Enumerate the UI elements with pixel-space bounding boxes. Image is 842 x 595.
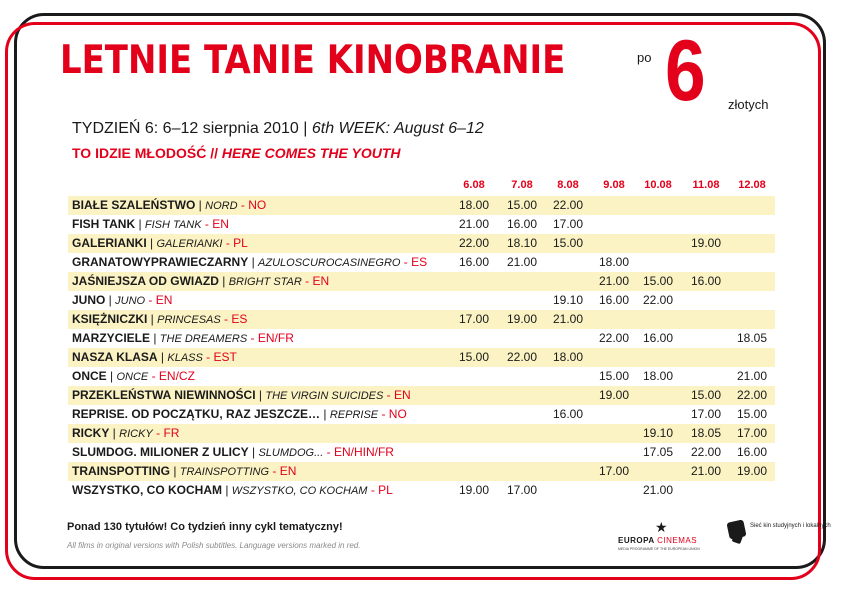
showtime-cell: 19.10 bbox=[552, 293, 584, 307]
date-header: 7.08 bbox=[511, 179, 533, 191]
showtime-cell: 21.00 bbox=[552, 312, 584, 326]
showtime-cell: 22.00 bbox=[552, 198, 584, 212]
showtime-cell: 21.00 bbox=[598, 274, 630, 288]
showtime-cell: 18.00 bbox=[598, 255, 630, 269]
film-title: KSIĘŻNICZKI bbox=[72, 312, 148, 326]
week-en: 6th WEEK: August 6–12 bbox=[311, 120, 484, 137]
film-name: NASZA KLASA | KLASS - EST bbox=[72, 350, 237, 364]
showtime-cell: 18.05 bbox=[736, 331, 768, 345]
showtime-cell: 19.00 bbox=[458, 483, 490, 497]
showtime-cell: 18.10 bbox=[506, 236, 538, 250]
film-original-title: KLASS bbox=[167, 352, 203, 364]
film-original-title: REPRISE bbox=[329, 409, 379, 421]
showtime-cell: 21.00 bbox=[736, 369, 768, 383]
showtime-cell: 19.00 bbox=[598, 388, 630, 402]
table-row bbox=[68, 310, 775, 329]
cycle-pl: TO IDZIE MŁODOŚĆ // bbox=[72, 145, 222, 161]
table-row bbox=[68, 291, 775, 310]
film-original-title: THE VIRGIN SUICIDES bbox=[265, 390, 384, 402]
showtime-cell: 18.00 bbox=[458, 198, 490, 212]
film-title: PRZEKLEŃSTWA NIEWINNOŚCI bbox=[72, 388, 256, 402]
showtime-cell: 19.00 bbox=[506, 312, 538, 326]
date-header: 12.08 bbox=[738, 179, 766, 191]
showtime-cell: 15.00 bbox=[552, 236, 584, 250]
poster-title: LETNIE TANIE KINOBRANIE bbox=[60, 38, 566, 83]
table-row bbox=[68, 481, 775, 500]
showtime-cell: 22.00 bbox=[690, 445, 722, 459]
table-row bbox=[68, 386, 775, 405]
showtime-cell: 21.00 bbox=[458, 217, 490, 231]
showtime-cell: 21.00 bbox=[506, 255, 538, 269]
showtime-cell: 17.00 bbox=[690, 407, 722, 421]
film-name: FISH TANK | FISH TANK - EN bbox=[72, 217, 229, 231]
film-title: SLUMDOG. MILIONER Z ULICY bbox=[72, 445, 249, 459]
showtime-cell: 19.00 bbox=[690, 236, 722, 250]
film-name: KSIĘŻNICZKI | PRINCESAS - ES bbox=[72, 312, 248, 326]
film-original-title: WSZYSTKO, CO KOCHAM bbox=[231, 485, 368, 497]
film-language: EN/FR bbox=[257, 331, 294, 345]
film-name: REPRISE. OD POCZĄTKU, RAZ JESZCZE… | REPRISE - NO bbox=[72, 407, 407, 421]
film-language: EN/CZ bbox=[158, 369, 195, 383]
table-row bbox=[68, 234, 775, 253]
film-original-title: SLUMDOG... bbox=[258, 447, 324, 459]
film-title: GRANATOWYPRAWIECZARNY bbox=[72, 255, 249, 269]
showtime-cell: 19.10 bbox=[642, 426, 674, 440]
showtime-cell: 17.00 bbox=[736, 426, 768, 440]
film-original-title: NORD bbox=[205, 200, 238, 212]
film-original-title: BRIGHT STAR bbox=[228, 276, 302, 288]
table-row bbox=[68, 367, 775, 386]
table-row bbox=[68, 348, 775, 367]
price-prefix: po bbox=[637, 50, 652, 65]
film-language: EN bbox=[394, 388, 411, 402]
week-line bbox=[72, 120, 484, 138]
film-name: GRANATOWYPRAWIECZARNY | AZULOSCUROCASINEGRO - ES bbox=[72, 255, 428, 269]
film-title: REPRISE. OD POCZĄTKU, RAZ JESZCZE… bbox=[72, 407, 321, 421]
film-language: PL bbox=[233, 236, 248, 250]
film-language: PL bbox=[378, 483, 393, 497]
film-title: BIAŁE SZALEŃSTWO bbox=[72, 198, 196, 212]
film-language: FR bbox=[163, 426, 180, 440]
showtime-cell: 21.00 bbox=[690, 464, 722, 478]
star-icon: ★ bbox=[655, 519, 668, 535]
film-language: NO bbox=[248, 198, 267, 212]
film-name: TRAINSPOTTING | TRAINSPOTTING - EN bbox=[72, 464, 297, 478]
film-title: WSZYSTKO, CO KOCHAM bbox=[72, 483, 222, 497]
showtime-cell: 16.00 bbox=[690, 274, 722, 288]
date-header: 9.08 bbox=[603, 179, 625, 191]
date-header: 10.08 bbox=[644, 179, 672, 191]
film-name: JAŚNIEJSZA OD GWIAZD | BRIGHT STAR - EN bbox=[72, 274, 330, 288]
film-language: EST bbox=[213, 350, 237, 364]
showtime-cell: 18.05 bbox=[690, 426, 722, 440]
film-title: ONCE bbox=[72, 369, 107, 383]
showtime-cell: 22.00 bbox=[506, 350, 538, 364]
film-original-title: THE DREAMERS bbox=[159, 333, 248, 345]
date-header: 8.08 bbox=[557, 179, 579, 191]
showtime-cell: 15.00 bbox=[736, 407, 768, 421]
table-row bbox=[68, 424, 775, 443]
film-language: NO bbox=[388, 407, 407, 421]
film-name: BIAŁE SZALEŃSTWO | NORD - NO bbox=[72, 198, 267, 212]
schedule-table bbox=[68, 196, 775, 500]
film-original-title: TRAINSPOTTING bbox=[179, 466, 270, 478]
film-language: EN bbox=[312, 274, 330, 288]
showtime-cell: 16.00 bbox=[506, 217, 538, 231]
film-original-title: AZULOSCUROCASINEGRO bbox=[258, 257, 401, 269]
film-title: MARZYCIELE bbox=[72, 331, 150, 345]
table-row bbox=[68, 253, 775, 272]
price-value: 6 bbox=[665, 23, 706, 119]
showtime-cell: 19.00 bbox=[736, 464, 768, 478]
showtime-cell: 16.00 bbox=[552, 407, 584, 421]
showtime-cell: 17.00 bbox=[506, 483, 538, 497]
date-header: 6.08 bbox=[463, 179, 485, 191]
film-original-title: GALERIANKI bbox=[156, 238, 223, 250]
film-name: ONCE | ONCE - EN/CZ bbox=[72, 369, 195, 383]
film-language: ES bbox=[411, 255, 428, 269]
table-row bbox=[68, 196, 775, 215]
week-pl: TYDZIEŃ 6: 6–12 sierpnia 2010 | bbox=[72, 120, 312, 137]
showtime-cell: 15.00 bbox=[690, 388, 722, 402]
table-row bbox=[68, 272, 775, 291]
film-original-title: JUNO bbox=[115, 295, 146, 307]
showtime-cell: 15.00 bbox=[506, 198, 538, 212]
film-language: ES bbox=[231, 312, 248, 326]
film-title: NASZA KLASA bbox=[72, 350, 158, 364]
film-name: MARZYCIELE | THE DREAMERS - EN/FR bbox=[72, 331, 294, 345]
showtime-cell: 17.00 bbox=[552, 217, 584, 231]
showtime-cell: 22.00 bbox=[458, 236, 490, 250]
film-title: JUNO bbox=[72, 293, 106, 307]
film-name: RICKY | RICKY - FR bbox=[72, 426, 180, 440]
film-title: GALERIANKI bbox=[72, 236, 147, 250]
showtime-cell: 15.00 bbox=[598, 369, 630, 383]
cycle-line bbox=[72, 145, 401, 161]
showtime-cell: 22.00 bbox=[642, 293, 674, 307]
europa-cinemas-tagline: MEDIA PROGRAMME OF THE EUROPEAN UNION bbox=[618, 547, 700, 551]
film-language: EN bbox=[212, 217, 229, 231]
film-title: TRAINSPOTTING bbox=[72, 464, 170, 478]
film-language: EN bbox=[155, 293, 173, 307]
showtime-cell: 15.00 bbox=[642, 274, 674, 288]
table-row bbox=[68, 405, 775, 424]
showtime-cell: 18.00 bbox=[552, 350, 584, 364]
film-name: JUNO | JUNO - EN bbox=[72, 293, 173, 307]
film-title: RICKY bbox=[72, 426, 110, 440]
film-language: EN/HIN/FR bbox=[333, 445, 394, 459]
showtime-cell: 21.00 bbox=[642, 483, 674, 497]
showtime-cell: 16.00 bbox=[736, 445, 768, 459]
cycle-en: HERE COMES THE YOUTH bbox=[221, 145, 401, 161]
showtime-cell: 16.00 bbox=[458, 255, 490, 269]
price-suffix: złotych bbox=[728, 97, 769, 112]
film-name: WSZYSTKO, CO KOCHAM | WSZYSTKO, CO KOCHAM - PL bbox=[72, 483, 393, 497]
film-name: PRZEKLEŃSTWA NIEWINNOŚCI | THE VIRGIN SUICIDES - EN bbox=[72, 388, 411, 402]
film-name: SLUMDOG. MILIONER Z ULICY | SLUMDOG... - EN/HIN/FR bbox=[72, 445, 394, 459]
table-row bbox=[68, 329, 775, 348]
showtime-cell: 22.00 bbox=[598, 331, 630, 345]
showtime-cell: 18.00 bbox=[642, 369, 674, 383]
showtime-cell: 16.00 bbox=[598, 293, 630, 307]
showtime-cell: 22.00 bbox=[736, 388, 768, 402]
table-row bbox=[68, 215, 775, 234]
showtime-cell: 15.00 bbox=[458, 350, 490, 364]
film-language: EN bbox=[279, 464, 297, 478]
showtime-cell: 17.00 bbox=[458, 312, 490, 326]
footer-note: All films in original versions with Polish subtitles. Language versions marked in red. bbox=[67, 541, 361, 550]
film-title: FISH TANK bbox=[72, 217, 136, 231]
date-header: 11.08 bbox=[692, 179, 720, 191]
film-name: GALERIANKI | GALERIANKI - PL bbox=[72, 236, 248, 250]
europa-cinemas-name: EUROPA CINEMAS bbox=[618, 536, 698, 545]
footer-headline: Ponad 130 tytułów! Co tydzień inny cykl tematyczny! bbox=[67, 521, 343, 533]
film-original-title: RICKY bbox=[119, 428, 153, 440]
film-original-title: PRINCESAS bbox=[157, 314, 221, 326]
sieci-kin-text: Sieć kin studyjnych i lokalnych bbox=[750, 523, 831, 529]
film-title: JAŚNIEJSZA OD GWIAZD bbox=[72, 274, 219, 288]
film-original-title: FISH TANK bbox=[144, 219, 202, 231]
table-row bbox=[68, 462, 775, 481]
showtime-cell: 16.00 bbox=[642, 331, 674, 345]
film-original-title: ONCE bbox=[116, 371, 149, 383]
table-row bbox=[68, 443, 775, 462]
showtime-cell: 17.00 bbox=[598, 464, 630, 478]
showtime-cell: 17.05 bbox=[642, 445, 674, 459]
